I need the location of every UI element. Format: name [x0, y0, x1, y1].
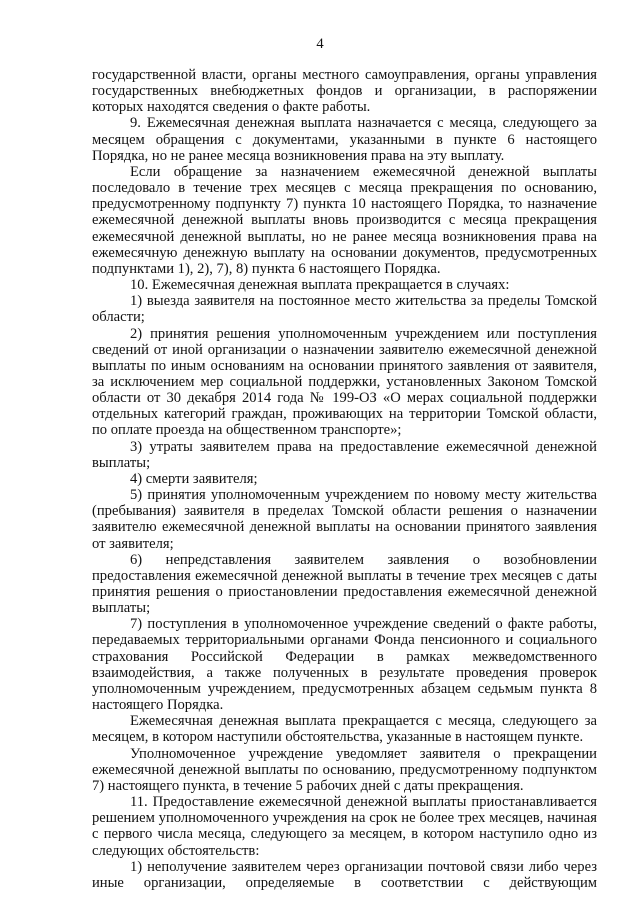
subitem-10-2: 2) принятия решения уполномоченным учреждением или поступления сведений от иной организации о назначении заявителю ежемесячной денежной выплаты по иным основаниям на основании принятого заявления от заявителя, за исключением мер социальной поддержки, установленных Законом Томской области от 30 декабря 2014 года № 199-ОЗ «О мерах социальной поддержки отдельных категорий граждан, проживающих на территории Томской области, по оплате проезда на общественном транспорте»;	[92, 325, 597, 439]
paragraph-reappointment: Если обращение за назначением ежемесячной денежной выплаты последовало в течение трех месяцев с месяца прекращения по основанию, предусмотренному подпункту 7) пункта 10 настоящего Порядка, то назначение ежемесячной денежной выплаты вновь производится с месяца прекращения ежемесячной денежной выплаты, но не ранее месяца возникновения права на ежемесячную денежную выплату на основании документов, предусмотренных подпунктами 1), 2), 7), 8) пункта 6 настоящего Порядка.	[92, 163, 597, 277]
subitem-10-7: 7) поступления в уполномоченное учреждение сведений о факте работы, передаваемых территориальными органами Фонда пенсионного и социального страхования Российской Федерации в рамках межведомственного взаимодействия, а также полученных в результате проведения проверок уполномоченным учреждением, предусмотренных абзацем седьмым пункта 8 настоящего Порядка.	[92, 616, 597, 714]
subitem-10-1: 1) выезда заявителя на постоянное место жительства за пределы Томской области;	[92, 293, 597, 326]
subitem-11-1: 1) неполучение заявителем через организации почтовой связи либо через иные организации, определяемые в соответствии с действующим	[92, 858, 597, 891]
subitem-10-5: 5) принятия уполномоченным учреждением по новому месту жительства (пребывания) заявителя в пределах Томской области решения о назначении заявителю ежемесячной денежной выплаты на основании принятого заявления от заявителя;	[92, 487, 597, 552]
page-number: 4	[316, 36, 324, 52]
subitem-10-4: 4) смерти заявителя;	[130, 470, 258, 487]
subitem-10-6: 6) непредставления заявителем заявления о возобновлении предоставления ежемесячной денежной выплаты в течение трех месяцев с даты принятия решения о приостановлении предоставления ежемесячной денежной выплаты;	[92, 551, 597, 617]
paragraph-item-11: 11. Предоставление ежемесячной денежной выплаты приостанавливается решением уполномоченного учреждения на срок не более трех месяцев, начиная с первого числа месяца, следующего за месяцем, в котором наступило одно из следующих обстоятельств:	[92, 794, 597, 859]
paragraph-item-10: 10. Ежемесячная денежная выплата прекращается в случаях:	[130, 277, 510, 294]
paragraph-continuation: государственной власти, органы местного самоуправления, органы управления государственных внебюджетных фондов и организации, в распоряжении которых находятся сведения о факте работы.	[92, 67, 597, 116]
paragraph-item-9: 9. Ежемесячная денежная выплата назначается с месяца, следующего за месяцем обращения с документами, указанными в пункте 6 настоящего Порядка, но не ранее месяца возникновения права на эту выплату.	[92, 115, 597, 164]
subitem-10-3: 3) утраты заявителем права на предоставление ежемесячной денежной выплаты;	[92, 438, 597, 471]
paragraph-notification: Уполномоченное учреждение уведомляет заявителя о прекращении ежемесячной денежной выплаты по основанию, предусмотренному подпунктом 7) настоящего пункта, в течение 5 рабочих дней с даты прекращения.	[92, 745, 597, 794]
document-body	[92, 67, 597, 891]
paragraph-termination-date: Ежемесячная денежная выплата прекращается с месяца, следующего за месяцем, в котором наступили обстоятельства, указанные в настоящем пункте.	[92, 713, 597, 746]
